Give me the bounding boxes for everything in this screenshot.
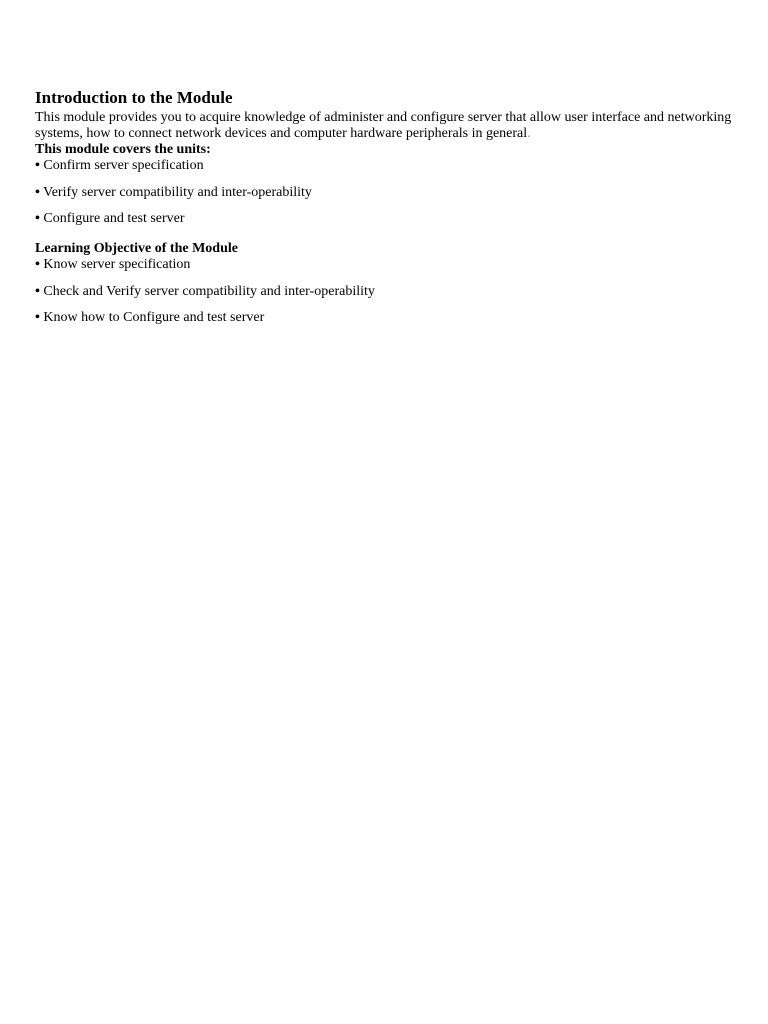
objectives-heading: Learning Objective of the Module (35, 241, 238, 256)
units-heading: This module covers the units: (35, 142, 211, 157)
bullet-icon: • (35, 158, 40, 173)
bullet-icon: • (35, 283, 40, 299)
bullet-icon: • (35, 184, 40, 200)
list-item (35, 158, 735, 174)
unit-item-text: Confirm server specification (43, 158, 204, 173)
objectives-section (35, 241, 735, 326)
bullet-icon: • (35, 257, 40, 272)
bullet-icon: • (35, 310, 40, 325)
objective-item-text: Check and Verify server compatibility and inter-operability (43, 283, 375, 299)
objectives-list (35, 257, 735, 326)
module-title: Introduction to the Module (35, 88, 233, 107)
unit-item-text: Verify server compatibility and inter-operability (43, 184, 312, 200)
module-intro-paragraph (35, 110, 735, 142)
objective-item-text: Know server specification (43, 257, 191, 272)
list-item (35, 284, 735, 300)
list-item (35, 310, 735, 326)
list-item (35, 185, 735, 201)
units-list (35, 158, 735, 227)
intro-period: . (527, 126, 531, 141)
document-page (35, 88, 735, 337)
list-item (35, 257, 735, 273)
objective-item-text: Know how to Configure and test server (43, 310, 265, 325)
intro-text: This module provides you to acquire knowledge of administer and configure server that allow user interface and networking systems, how to connect network devices and computer hardware peripherals in general (35, 110, 732, 141)
bullet-icon: • (35, 211, 40, 226)
list-item (35, 211, 735, 227)
unit-item-text: Configure and test server (43, 211, 185, 226)
